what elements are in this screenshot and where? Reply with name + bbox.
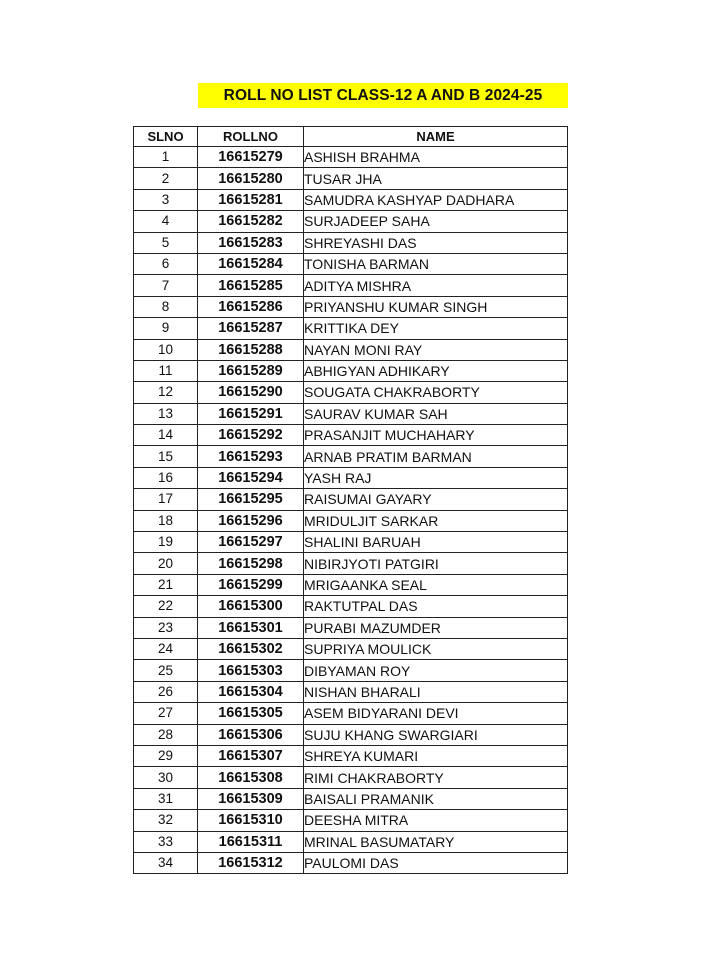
student-name-cell: PURABI MAZUMDER: [304, 617, 568, 638]
table-body: [134, 147, 568, 874]
table-row: [134, 382, 568, 403]
table-row: [134, 168, 568, 189]
serial-number-cell: 26: [134, 681, 198, 702]
table-row: [134, 788, 568, 809]
serial-number-cell: 18: [134, 510, 198, 531]
roll-number-cell: 16615283: [198, 232, 304, 253]
roll-number-cell: 16615281: [198, 189, 304, 210]
roll-number-cell: 16615303: [198, 660, 304, 681]
roll-number-cell: 16615305: [198, 703, 304, 724]
serial-number-cell: 20: [134, 553, 198, 574]
table-row: [134, 724, 568, 745]
roll-number-cell: 16615287: [198, 318, 304, 339]
student-name-cell: YASH RAJ: [304, 467, 568, 488]
student-name-cell: ASHISH BRAHMA: [304, 147, 568, 168]
serial-number-cell: 30: [134, 767, 198, 788]
roll-number-cell: 16615312: [198, 852, 304, 873]
roll-number-cell: 16615291: [198, 403, 304, 424]
roll-number-cell: 16615284: [198, 253, 304, 274]
roll-number-cell: 16615308: [198, 767, 304, 788]
table-row: [134, 574, 568, 595]
roll-number-cell: 16615298: [198, 553, 304, 574]
student-name-cell: SHALINI BARUAH: [304, 532, 568, 553]
student-name-cell: TONISHA BARMAN: [304, 253, 568, 274]
table-row: [134, 810, 568, 831]
document-title: ROLL NO LIST CLASS-12 A AND B 2024-25: [198, 83, 568, 108]
table-row: [134, 147, 568, 168]
table-row: [134, 553, 568, 574]
table-header: [134, 127, 568, 147]
serial-number-cell: 12: [134, 382, 198, 403]
student-name-cell: SHREYASHI DAS: [304, 232, 568, 253]
student-name-cell: PAULOMI DAS: [304, 852, 568, 873]
roll-number-cell: 16615282: [198, 211, 304, 232]
student-name-cell: MRIDULJIT SARKAR: [304, 510, 568, 531]
roll-number-cell: 16615295: [198, 489, 304, 510]
roll-number-cell: 16615309: [198, 788, 304, 809]
serial-number-cell: 21: [134, 574, 198, 595]
roll-number-cell: 16615307: [198, 745, 304, 766]
roll-number-cell: 16615293: [198, 446, 304, 467]
serial-number-cell: 14: [134, 425, 198, 446]
table-row: [134, 617, 568, 638]
roll-number-cell: 16615302: [198, 638, 304, 659]
serial-number-cell: 19: [134, 532, 198, 553]
roll-number-cell: 16615280: [198, 168, 304, 189]
header-name: NAME: [304, 127, 568, 147]
student-name-cell: KRITTIKA DEY: [304, 318, 568, 339]
roll-number-cell: 16615288: [198, 339, 304, 360]
serial-number-cell: 8: [134, 296, 198, 317]
table-row: [134, 189, 568, 210]
student-name-cell: MRINAL BASUMATARY: [304, 831, 568, 852]
serial-number-cell: 17: [134, 489, 198, 510]
serial-number-cell: 11: [134, 360, 198, 381]
roll-number-cell: 16615306: [198, 724, 304, 745]
student-name-cell: SHREYA KUMARI: [304, 745, 568, 766]
student-name-cell: ARNAB PRATIM BARMAN: [304, 446, 568, 467]
roll-number-cell: 16615286: [198, 296, 304, 317]
roll-number-cell: 16615301: [198, 617, 304, 638]
serial-number-cell: 15: [134, 446, 198, 467]
roll-number-cell: 16615289: [198, 360, 304, 381]
table-row: [134, 467, 568, 488]
student-name-cell: SAMUDRA KASHYAP DADHARA: [304, 189, 568, 210]
student-name-cell: TUSAR JHA: [304, 168, 568, 189]
serial-number-cell: 31: [134, 788, 198, 809]
table-row: [134, 852, 568, 873]
roll-number-cell: 16615297: [198, 532, 304, 553]
serial-number-cell: 32: [134, 810, 198, 831]
table-row: [134, 425, 568, 446]
roll-number-cell: 16615290: [198, 382, 304, 403]
roll-number-cell: 16615294: [198, 467, 304, 488]
student-name-cell: SURJADEEP SAHA: [304, 211, 568, 232]
table-row: [134, 232, 568, 253]
serial-number-cell: 10: [134, 339, 198, 360]
serial-number-cell: 6: [134, 253, 198, 274]
table-row: [134, 510, 568, 531]
serial-number-cell: 3: [134, 189, 198, 210]
table-row: [134, 638, 568, 659]
serial-number-cell: 9: [134, 318, 198, 339]
table-row: [134, 403, 568, 424]
student-name-cell: NIBIRJYOTI PATGIRI: [304, 553, 568, 574]
serial-number-cell: 4: [134, 211, 198, 232]
roll-number-cell: 16615304: [198, 681, 304, 702]
roll-number-cell: 16615311: [198, 831, 304, 852]
student-name-cell: RAKTUTPAL DAS: [304, 596, 568, 617]
serial-number-cell: 1: [134, 147, 198, 168]
student-name-cell: RAISUMAI GAYARY: [304, 489, 568, 510]
table-row: [134, 275, 568, 296]
table-row: [134, 489, 568, 510]
roll-number-cell: 16615299: [198, 574, 304, 595]
roll-number-cell: 16615310: [198, 810, 304, 831]
table-row: [134, 681, 568, 702]
student-name-cell: NISHAN BHARALI: [304, 681, 568, 702]
table-row: [134, 745, 568, 766]
table-row: [134, 211, 568, 232]
table-row: [134, 703, 568, 724]
serial-number-cell: 22: [134, 596, 198, 617]
header-row: [134, 127, 568, 147]
serial-number-cell: 34: [134, 852, 198, 873]
student-name-cell: DEESHA MITRA: [304, 810, 568, 831]
roll-number-cell: 16615296: [198, 510, 304, 531]
student-name-cell: MRIGAANKA SEAL: [304, 574, 568, 595]
serial-number-cell: 23: [134, 617, 198, 638]
serial-number-cell: 13: [134, 403, 198, 424]
student-name-cell: PRIYANSHU KUMAR SINGH: [304, 296, 568, 317]
serial-number-cell: 27: [134, 703, 198, 724]
student-name-cell: BAISALI PRAMANIK: [304, 788, 568, 809]
student-name-cell: ABHIGYAN ADHIKARY: [304, 360, 568, 381]
serial-number-cell: 5: [134, 232, 198, 253]
header-rollno: ROLLNO: [198, 127, 304, 147]
student-name-cell: NAYAN MONI RAY: [304, 339, 568, 360]
table-row: [134, 318, 568, 339]
serial-number-cell: 25: [134, 660, 198, 681]
student-name-cell: RIMI CHAKRABORTY: [304, 767, 568, 788]
table-row: [134, 253, 568, 274]
serial-number-cell: 24: [134, 638, 198, 659]
table-row: [134, 831, 568, 852]
student-name-cell: SUJU KHANG SWARGIARI: [304, 724, 568, 745]
table-row: [134, 446, 568, 467]
serial-number-cell: 28: [134, 724, 198, 745]
serial-number-cell: 2: [134, 168, 198, 189]
roll-number-cell: 16615279: [198, 147, 304, 168]
roll-number-cell: 16615300: [198, 596, 304, 617]
serial-number-cell: 33: [134, 831, 198, 852]
student-name-cell: SUPRIYA MOULICK: [304, 638, 568, 659]
serial-number-cell: 16: [134, 467, 198, 488]
header-slno: SLNO: [134, 127, 198, 147]
table-row: [134, 596, 568, 617]
table-row: [134, 660, 568, 681]
student-name-cell: SAURAV KUMAR SAH: [304, 403, 568, 424]
student-name-cell: DIBYAMAN ROY: [304, 660, 568, 681]
table-row: [134, 532, 568, 553]
student-name-cell: PRASANJIT MUCHAHARY: [304, 425, 568, 446]
roll-number-cell: 16615285: [198, 275, 304, 296]
serial-number-cell: 29: [134, 745, 198, 766]
student-name-cell: ASEM BIDYARANI DEVI: [304, 703, 568, 724]
student-name-cell: ADITYA MISHRA: [304, 275, 568, 296]
table-row: [134, 360, 568, 381]
table-row: [134, 339, 568, 360]
serial-number-cell: 7: [134, 275, 198, 296]
roll-number-table: [133, 126, 568, 874]
table-row: [134, 767, 568, 788]
roll-number-cell: 16615292: [198, 425, 304, 446]
table-row: [134, 296, 568, 317]
student-name-cell: SOUGATA CHAKRABORTY: [304, 382, 568, 403]
